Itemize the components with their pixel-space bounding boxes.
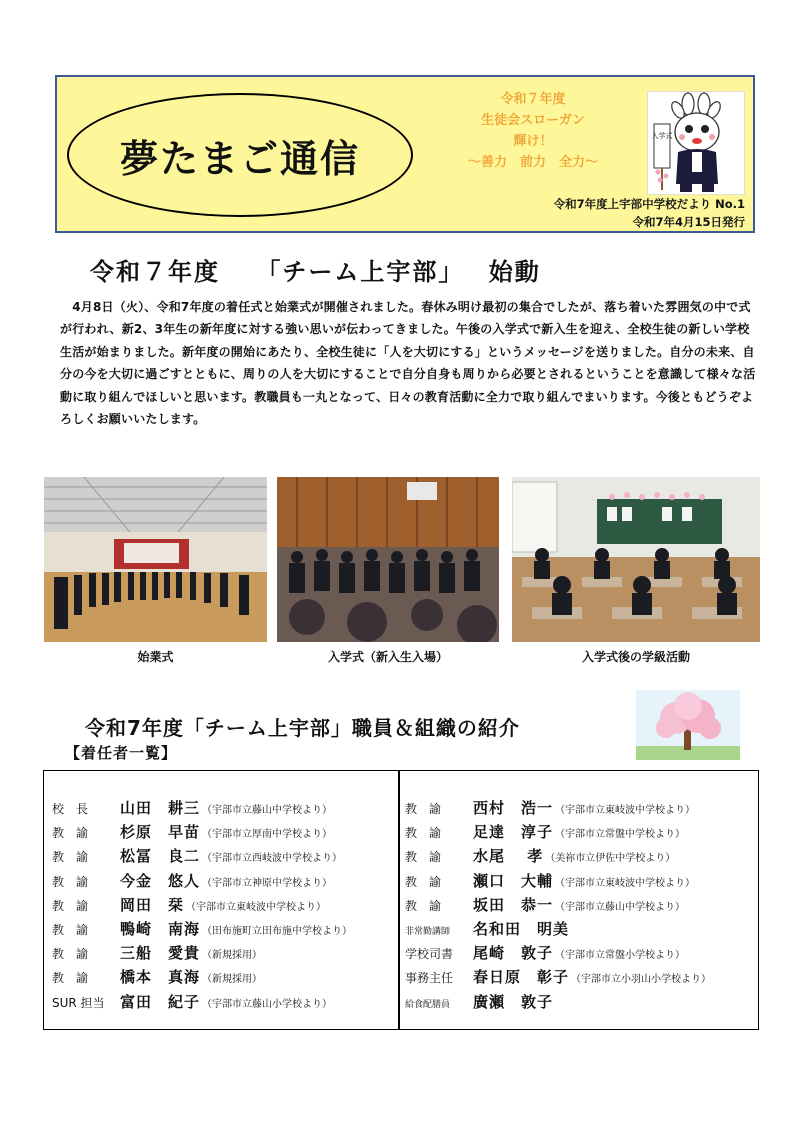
photo-entrance-ceremony [277, 477, 499, 642]
staff-origin: （新規採用） [202, 950, 263, 962]
slogan-line: 輝け！ [513, 134, 553, 149]
staff-origin: （宇部市立神原中学校より） [202, 877, 333, 889]
staff-name: 名和田 明美 [473, 919, 570, 938]
photo-caption: 入学式後の学級活動 [581, 650, 690, 664]
staff-row [405, 991, 711, 1015]
staff-row [52, 966, 352, 990]
staff-column-left [52, 797, 352, 1015]
slogan-line: 〜善力 前力 全力〜 [467, 155, 598, 170]
column-divider [398, 770, 400, 1030]
staff-row [405, 918, 711, 942]
staff-role: 教 諭 [52, 922, 89, 937]
staff-role: 教 諭 [405, 802, 442, 816]
staff-role: 校 長 [52, 802, 89, 816]
staff-row [52, 845, 352, 869]
staff-origin: （田布施町立田布施中学校より） [202, 925, 353, 937]
staff-row [52, 991, 352, 1015]
staff-origin: （宇部市立東岐波中学校より） [555, 805, 696, 816]
issue-info [554, 195, 745, 231]
staff-role: 教 諭 [52, 947, 89, 962]
staff-name: 三船 愛貴 [120, 944, 201, 963]
staff-row [52, 942, 352, 966]
newsletter-header [55, 75, 755, 233]
article-heading: 令和７年度 「チーム上宇部」 始動 [90, 258, 541, 286]
staff-row [405, 966, 711, 990]
staff-name: 足達 淳子 [473, 823, 554, 842]
slogan-line: 令和７年度 [500, 92, 566, 107]
staff-role: 教 諭 [52, 850, 89, 865]
slogan-block [417, 89, 649, 173]
staff-name: 富田 紀子 [120, 992, 201, 1011]
staff-name: 杉原 早苗 [120, 823, 201, 842]
staff-origin: （宇部市立常盤小学校より） [555, 950, 686, 962]
staff-name: 岡田 栞 [120, 895, 185, 914]
staff-row [405, 870, 711, 894]
staff-origin: （宇部市立小羽山小学校より） [571, 974, 712, 986]
issue-number: 令和7年度上宇部中学校だより No.1 [553, 197, 745, 211]
staff-origin: （宇部市立常盤中学校より） [555, 829, 686, 841]
staff-row [405, 942, 711, 966]
mascot-image [647, 91, 745, 195]
staff-role: 教 諭 [52, 898, 89, 913]
staff-origin: （宇部市立藤山中学校より） [555, 901, 686, 913]
staff-origin: （美祢市立伊佐中学校より） [545, 853, 676, 865]
staff-origin: （宇部市立藤山小学校より） [202, 998, 333, 1010]
staff-role: 学校司書 [405, 947, 454, 962]
slogan-line: 生徒会スローガン [481, 113, 585, 128]
staff-origin: （宇部市立東岐波中学校より） [186, 901, 327, 913]
staff-row [52, 821, 352, 845]
photo-caption: 入学式（新入生入場） [327, 650, 448, 664]
staff-row [52, 870, 352, 894]
staff-row [52, 918, 352, 942]
staff-origin: （宇部市立東岐波中学校より） [555, 877, 696, 889]
staff-name: 水尾 孝 [473, 847, 544, 866]
staff-name: 春日原 彰子 [473, 968, 570, 987]
staff-origin: （新規採用） [202, 974, 263, 986]
article-body: 4月8日（火）、令和7年度の着任式と始業式が開催されました。春休み明け最初の集合でしたが、落ち着いた雰囲気の中で式が行われ、新2、3年生の新年度に対する強い思いが伝わってきました。午後の入学式で新入生を迎え、全校生徒の新しい学校生活が始まりました。新年度の開始にあたり、全校生徒に「人を大切にする」というメッセージを送りました。自分の未来、自分の今を大切に過ごすとともに、周りの人を大切にすることで自分自身も周りから必要とされるということを意識して様々な活動に取り組んでほしいと思います。教職員も一丸となって、日々の教育活動に全力で取り組んでまいります。今後ともどうぞよろしくお願いいたします。 [60, 300, 756, 427]
staff-role: 非常勤講師 [405, 926, 451, 937]
newsletter-title: 夢たまご通信 [119, 136, 360, 181]
staff-role: SUR 担当 [52, 995, 105, 1010]
staff-row [52, 894, 352, 918]
staff-role: 教 諭 [405, 898, 442, 913]
staff-name: 鴨崎 南海 [120, 919, 201, 938]
staff-name: 瀬口 大輔 [473, 871, 554, 890]
staff-origin: （宇部市立西岐波中学校より） [202, 853, 343, 865]
staff-role: 教 諭 [52, 874, 89, 889]
staff-role: 教 諭 [405, 874, 442, 889]
photo-caption: 始業式 [137, 650, 174, 664]
staff-row [405, 845, 711, 869]
staff-row [405, 894, 711, 918]
staff-row [405, 821, 711, 845]
staff-role: 事務主任 [405, 971, 454, 986]
staff-column-right [405, 797, 711, 1015]
photo-homeroom-activity [512, 477, 760, 642]
staff-name: 尾崎 敦子 [473, 944, 554, 963]
staff-section-heading: 令和7年度「チーム上宇部」職員＆組織の紹介 [85, 716, 520, 740]
newcomers-subheading: 【着任者一覧】 [65, 744, 178, 762]
cherry-blossom-image [636, 690, 740, 760]
staff-role: 教 諭 [52, 971, 89, 986]
staff-role: 教 諭 [405, 850, 442, 865]
staff-name: 廣瀬 敦子 [473, 992, 554, 1011]
staff-name: 今金 悠人 [120, 871, 201, 890]
staff-role: 給食配膳員 [405, 999, 451, 1010]
staff-name: 山田 耕三 [120, 799, 201, 817]
mascot-sign-text: 入学式 [651, 132, 673, 140]
staff-role: 教 諭 [405, 826, 442, 841]
staff-name: 坂田 恭一 [473, 895, 554, 914]
staff-name: 松冨 良二 [120, 847, 201, 866]
photo-opening-ceremony [44, 477, 267, 642]
title-ellipse [67, 93, 413, 217]
staff-origin: （宇部市立厚南中学校より） [202, 829, 333, 841]
staff-name: 西村 浩一 [473, 799, 554, 817]
staff-origin: （宇部市立藤山中学校より） [202, 805, 333, 816]
staff-role: 教 諭 [52, 826, 89, 841]
issue-date: 令和7年4月15日発行 [632, 215, 745, 229]
staff-row [405, 797, 711, 821]
staff-name: 橋本 真海 [120, 968, 201, 987]
staff-row [52, 797, 352, 821]
